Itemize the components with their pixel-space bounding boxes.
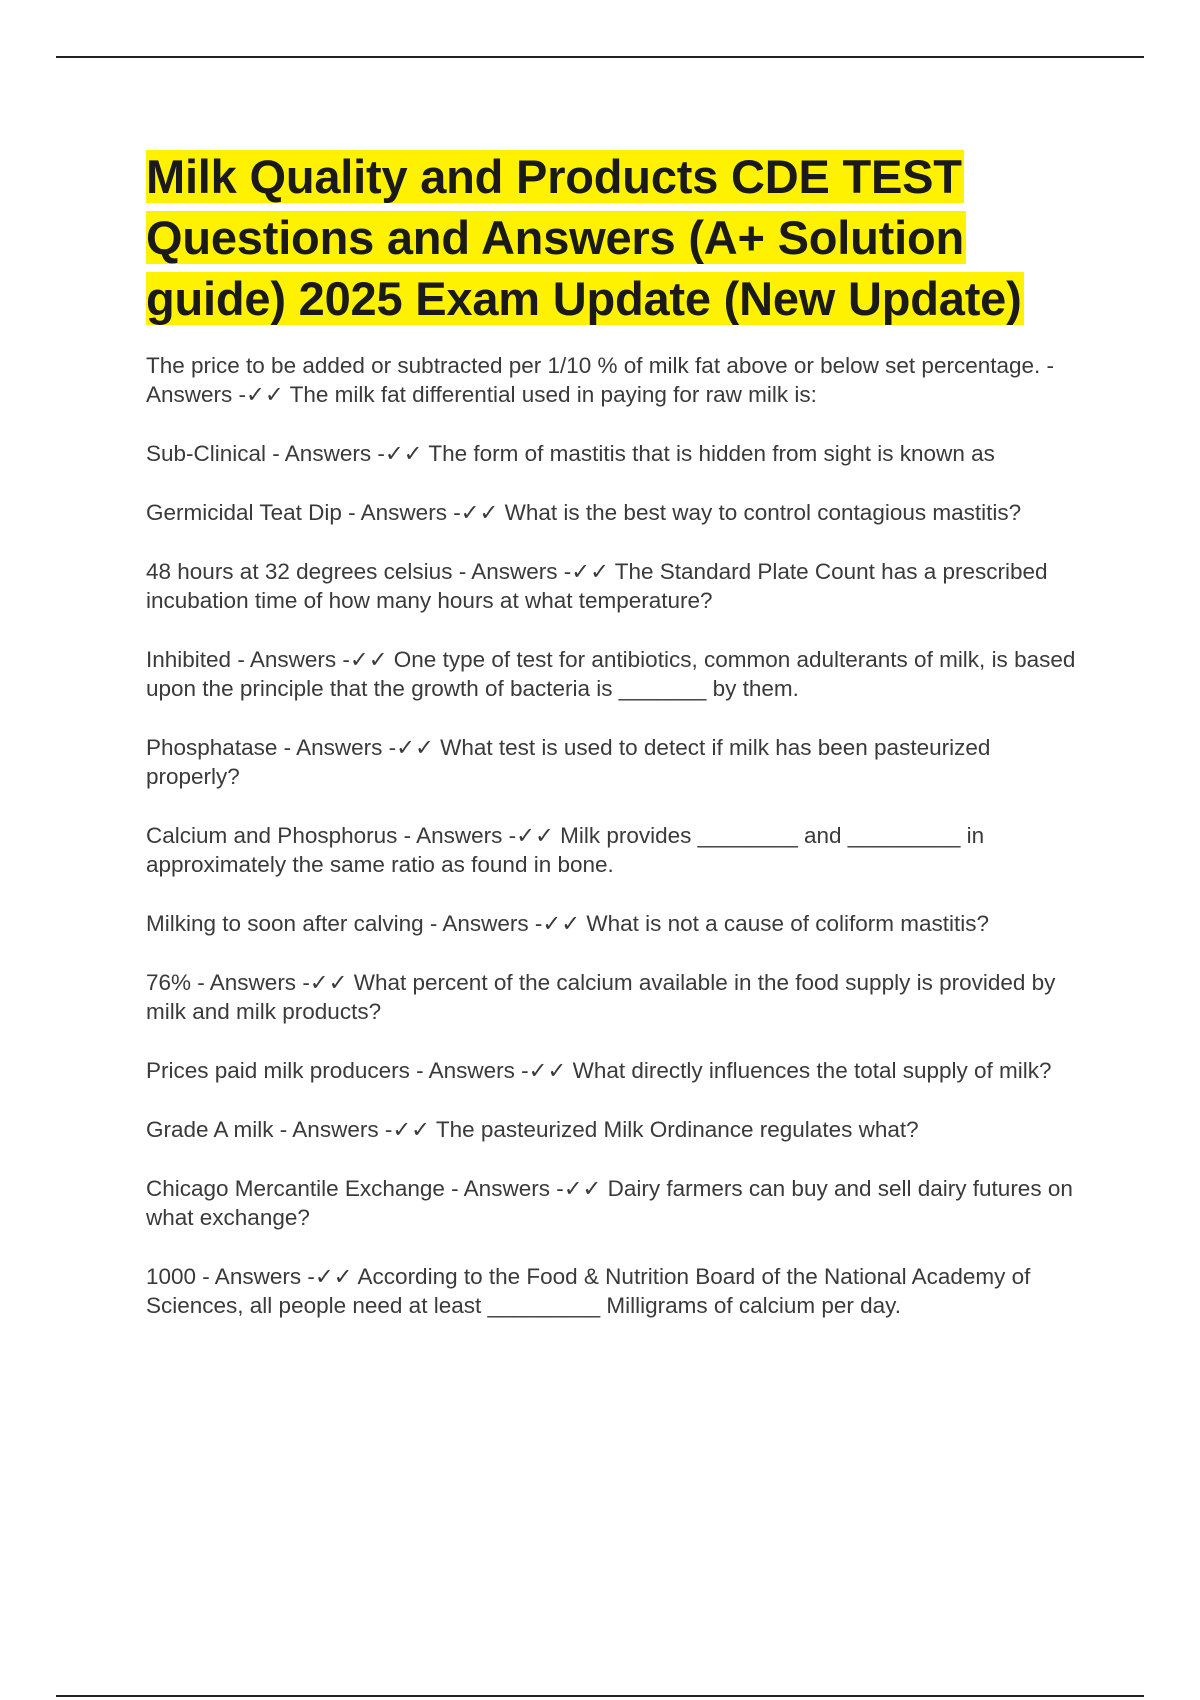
qa-item: Grade A milk - Answers -✓✓ The pasteurized Milk Ordinance regulates what? <box>146 1117 919 1142</box>
qa-item: Chicago Mercantile Exchange - Answers -✓✓ Dairy farmers can buy and sell dairy futures on what exchange? <box>146 1176 1073 1230</box>
document-body <box>146 146 1086 1350</box>
top-divider <box>56 56 1144 58</box>
document-title <box>146 146 1086 329</box>
qa-item: Germicidal Teat Dip - Answers -✓✓ What is the best way to control contagious mastitis? <box>146 500 1022 525</box>
qa-item: Inhibited - Answers -✓✓ One type of test for antibiotics, common adulterants of milk, is based upon the principle that the growth of bacteria is _______ by them. <box>146 647 1076 701</box>
qa-item: Sub-Clinical - Answers -✓✓ The form of mastitis that is hidden from sight is known as <box>146 441 995 466</box>
qa-item: 1000 - Answers -✓✓ According to the Food & Nutrition Board of the National Academy of Sciences, all people need at least _________ Milligrams of calcium per day. <box>146 1264 1031 1318</box>
qa-item: 48 hours at 32 degrees celsius - Answers -✓✓ The Standard Plate Count has a prescribed incubation time of how many hours at what temperature? <box>146 559 1048 613</box>
bottom-divider <box>56 1695 1144 1697</box>
qa-item: Phosphatase - Answers -✓✓ What test is used to detect if milk has been pasteurized properly? <box>146 735 991 789</box>
qa-item: Milking to soon after calving - Answers -✓✓ What is not a cause of coliform mastitis? <box>146 911 990 936</box>
qa-item: Calcium and Phosphorus - Answers -✓✓ Milk provides ________ and _________ in approximately the same ratio as found in bone. <box>146 823 985 877</box>
qa-list <box>146 351 1086 1320</box>
title-highlight: Milk Quality and Products CDE TEST Questions and Answers (A+ Solution guide) 2025 Exam Update (New Update) <box>146 150 1022 325</box>
qa-item: The price to be added or subtracted per 1/10 % of milk fat above or below set percentage. - Answers -✓✓ The milk fat differential used in paying for raw milk is: <box>146 353 1055 407</box>
qa-item: 76% - Answers -✓✓ What percent of the calcium available in the food supply is provided by milk and milk products? <box>146 970 1056 1024</box>
qa-item: Prices paid milk producers - Answers -✓✓ What directly influences the total supply of milk? <box>146 1058 1052 1083</box>
